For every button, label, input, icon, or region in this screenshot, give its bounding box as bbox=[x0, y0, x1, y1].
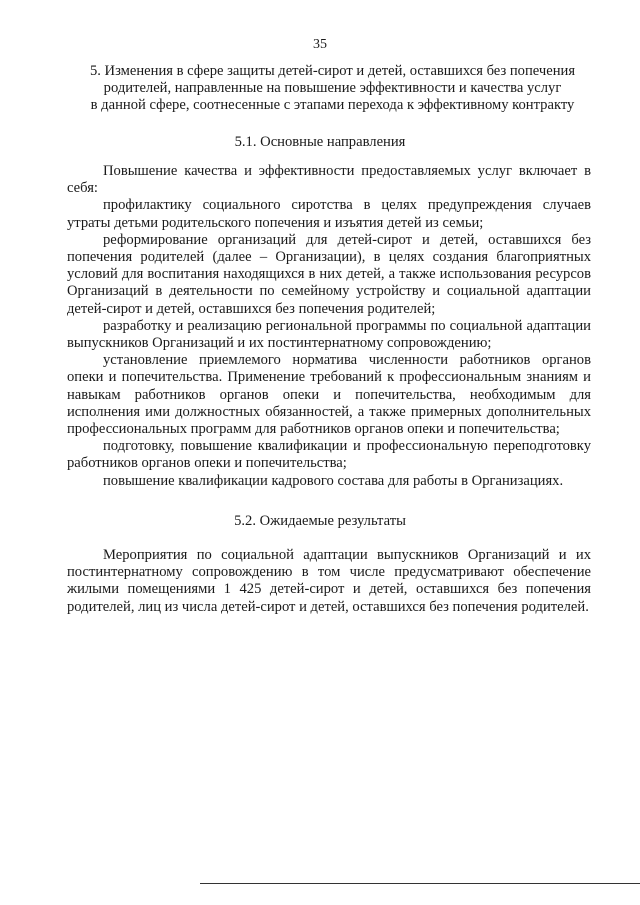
list-item: реформирование организаций для детей-сирот и детей, оставшихся без попечения родителей (далее – Организации), в целях создания благоприятных условий для воспитания находящихся в них детей, а также использования ресурсов Организаций в деятельности по семейному устройству и социальной адаптации детей-сирот и детей, оставшихся без попечения родителей; bbox=[67, 231, 591, 317]
list-item: подготовку, повышение квалификации и профессиональную переподготовку работников органов опеки и попечительства; bbox=[67, 438, 591, 472]
section-title-line: 5. Изменения в сфере защиты детей-сирот и детей, оставшихся без попечения bbox=[89, 63, 576, 79]
paragraph: Повышение качества и эффективности предоставляемых услуг включает в себя: bbox=[67, 163, 591, 197]
list-item: профилактику социального сиротства в целях предупреждения случаев утраты детьми родительского попечения и изъятия детей из семьи; bbox=[67, 197, 591, 231]
list-item: повышение квалификации кадрового состава для работы в Организациях. bbox=[103, 472, 564, 489]
subsection-body-main-directions bbox=[67, 163, 591, 490]
subsection-heading-main-directions: 5.1. Основные направления bbox=[234, 134, 406, 150]
subsection-heading-expected-results: 5.2. Ожидаемые результаты bbox=[234, 513, 406, 529]
paragraph: Мероприятия по социальной адаптации выпускников Организаций и их постинтернатному сопровождению в том числе предусматривают обеспечение жилыми помещениями 1 425 детей-сирот и детей, оставшихся без попечения родителей, лиц из числа детей-сирот и детей, оставшихся без попечения родителей. bbox=[67, 547, 591, 615]
page-number: 35 bbox=[313, 37, 327, 52]
bottom-divider bbox=[200, 883, 640, 884]
section-title-line: в данной сфере, соотнесенные с этапами перехода к эффективному контракту bbox=[90, 97, 575, 113]
section-title-line: родителей, направленные на повышение эффективности и качества услуг bbox=[103, 80, 562, 96]
section-title bbox=[60, 63, 605, 114]
subsection-body-expected-results bbox=[67, 547, 591, 616]
list-item: установление приемлемого норматива численности работников органов опеки и попечительства. Применение требований к профессиональным знаниям и навыкам работников органов опеки и попечительства, необходимым для исполнения ими должностных обязанностей, а также примерных дополнительных профессиональных программ для работников органов опеки и попечительства; bbox=[67, 352, 591, 438]
list-item: разработку и реализацию региональной программы по социальной адаптации выпускников Организаций и их постинтернатному сопровождению; bbox=[67, 317, 591, 352]
